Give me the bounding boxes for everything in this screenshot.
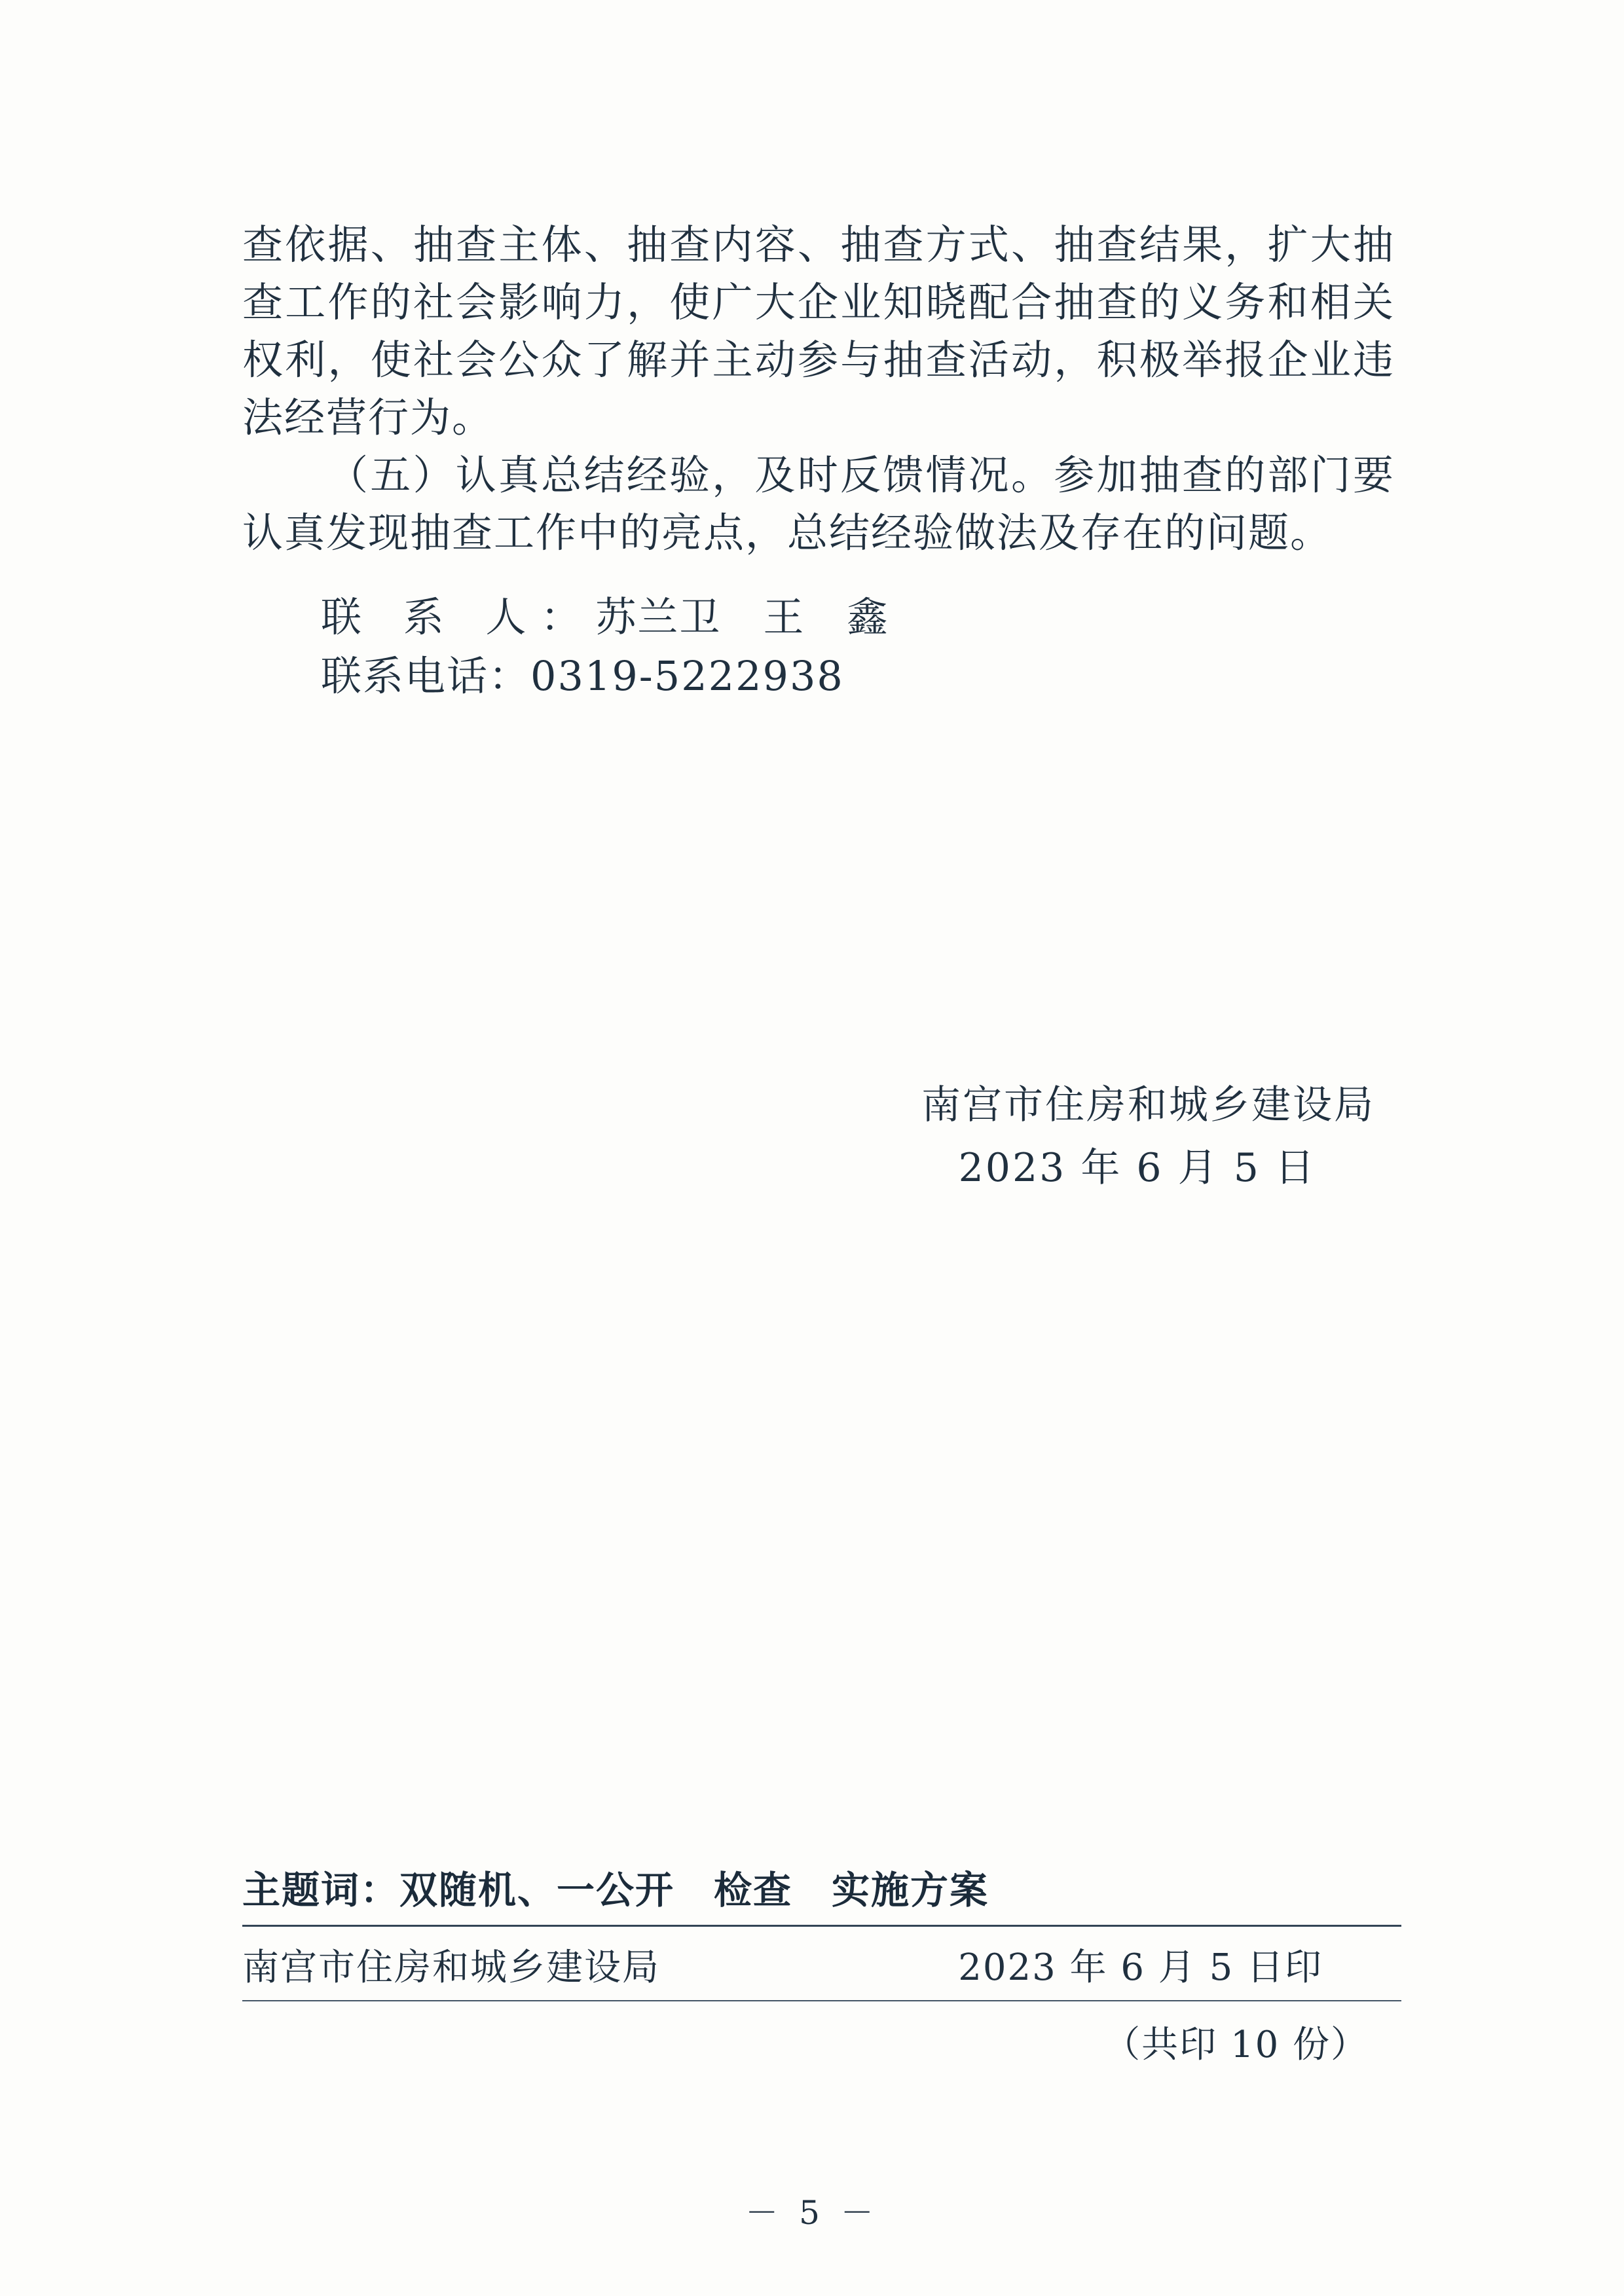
footer-copies: （共印 10 份） <box>1103 2024 1369 2066</box>
document-footer <box>242 1859 1401 2068</box>
contact-block <box>242 588 1395 706</box>
footer-issuer: 南宫市住房和城乡建设局 <box>242 1946 660 1989</box>
signature-organization: 南宫市住房和城乡建设局 <box>921 1082 1375 1128</box>
paragraph-continuation: 查依据、抽查主体、抽查内容、抽查方式、抽查结果，扩大抽查工作的社会影响力，使广大企业知晓配合抽查的义务和相关权利，使社会公众了解并主动参与抽查活动，积极举报企业违法经营行为。 <box>242 221 1395 442</box>
footer-keywords: 主题词：双随机、一公开 检查 实施方案 <box>242 1868 989 1912</box>
contact-person-value: 苏兰卫 王 鑫 <box>595 593 889 642</box>
contact-phone-value: 0319-5222938 <box>530 652 844 701</box>
footer-print-date: 2023 年 6 月 5 日印 <box>958 1946 1323 1989</box>
contact-person-line <box>321 588 1395 647</box>
signature-block <box>242 1074 1395 1199</box>
document-body <box>242 216 1395 706</box>
contact-phone-label: 联系电话： <box>321 652 531 701</box>
signature-date: 2023 年 6 月 5 日 <box>958 1145 1316 1191</box>
footer-issuer-row <box>242 1927 1401 2000</box>
paragraph-item-five: （五）认真总结经验，及时反馈情况。参加抽查的部门要认真发现抽查工作中的亮点，总结经验做法及存在的问题。 <box>242 451 1395 557</box>
page-number: － 5 － <box>745 2194 879 2232</box>
contact-person-label: 联 系 人： <box>321 593 596 642</box>
contact-phone-line <box>321 647 1395 706</box>
